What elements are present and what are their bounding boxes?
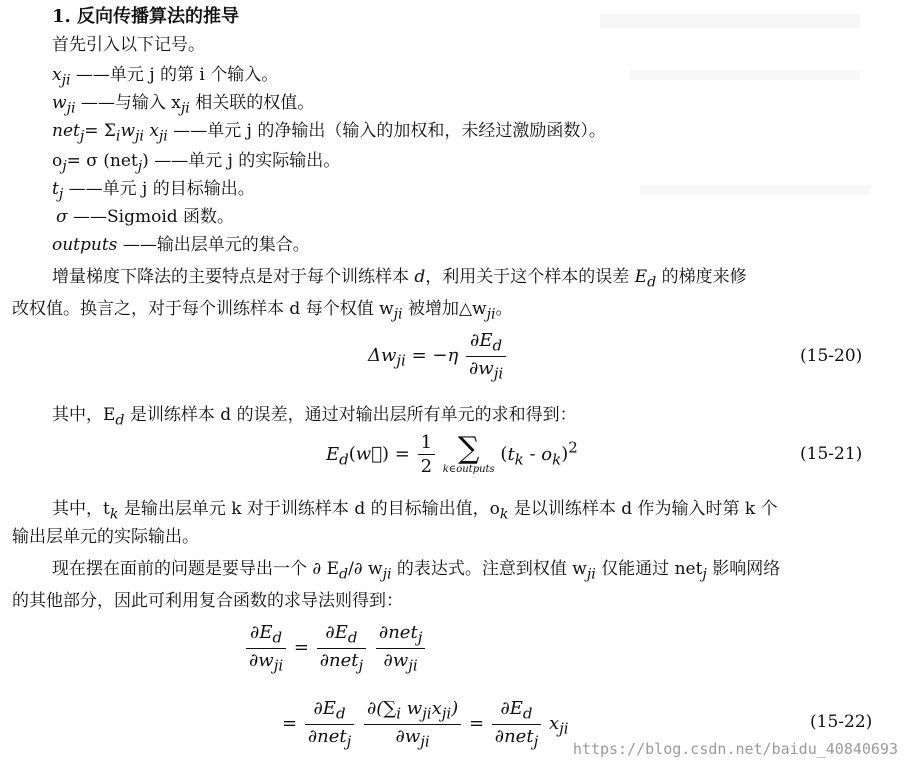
intro-text: 首先引入以下记号。 <box>52 35 205 55</box>
equation-15-20: $\Delta w_{ji} = -\eta$ $\frac{\partial E_d}{\partial w_{ji}}$ <box>368 330 508 382</box>
paragraph-2: 其中，$E_d$ 是训练样本 d 的误差，通过对输出层所有单元的求和得到： <box>52 405 577 429</box>
notation-net: $net_j= \Sigma_iw_{ji}$ $x_{ji}$ ——单元 j 的净输出（输入的加权和，未经过激励函数）。 <box>52 121 606 145</box>
equation-number-15-20: (15-20) <box>800 346 863 366</box>
paragraph-3-line-2: 输出层单元的实际输出。 <box>12 527 199 547</box>
notation-x: $x_{ji}$ ——单元 j 的第 i 个输入。 <box>52 65 279 89</box>
watermark-url: https://blog.csdn.net/baidu_40840693 <box>572 740 898 758</box>
notation-w: $w_{ji}$ ——与输入 $x_{ji}$ 相关联的权值。 <box>52 93 315 117</box>
equation-number-15-22: (15-22) <box>810 712 873 732</box>
equation-15-22-row-2: = $\frac{\partial E_d}{\partial net_j}$ $\frac{\partial(\sum_i w_{ji}x_{ji})}{\partial w_{ji}}$ = $\frac{\partial E_d}{\partial net_j}$ $x_{ji}$ <box>282 698 569 751</box>
section-heading: 1. 反向传播算法的推导 <box>52 6 240 27</box>
equation-15-22-row-1: $\frac{\partial E_d}{\partial w_{ji}}$ = $\frac{\partial E_d}{\partial net_j}$ $\frac{\partial net_j}{\partial w_{ji}}$ <box>244 622 427 674</box>
paragraph-4-line-2: 的其他部分，因此可利用复合函数的求导法则得到： <box>12 591 403 611</box>
paragraph-4-line-1: 现在摆在面前的问题是要导出一个 ∂ $E_d/\partial$ $w_{ji}$ 的表达式。注意到权值 $w_{ji}$ 仅能通过 net$_j$ 影响网络 <box>52 559 781 583</box>
paragraph-1-line-2: 改权值。换言之，对于每个训练样本 d 每个权值 $w_{ji}$ 被增加$\triangle w_{ji}$。 <box>12 299 513 323</box>
paragraph-1-line-1: 增量梯度下降法的主要特点是对于每个训练样本 d，利用关于这个样本的误差 $E_d$ 的梯度来修 <box>52 267 747 291</box>
equation-15-21: $E_d(w⃗)$ = $\frac{1}{2}$ ∑ k∈outputs $(t_k - o_k)^2$ <box>326 431 578 477</box>
notation-sigma: σ ——Sigmoid 函数。 <box>56 207 235 227</box>
equation-number-15-21: (15-21) <box>800 444 863 464</box>
notation-outputs: outputs ——输出层单元的集合。 <box>52 235 310 255</box>
paragraph-3-line-1: 其中，$t_k$ 是输出层单元 k 对于训练样本 d 的目标输出值，$o_k$ 是以训练样本 d 作为输入时第 k 个 <box>52 499 778 523</box>
notation-o: $o_j= \sigma$ (net$_j$) ——单元 j 的实际输出。 <box>52 151 341 175</box>
notation-t: $t_j$ ——单元 j 的目标输出。 <box>52 179 255 203</box>
